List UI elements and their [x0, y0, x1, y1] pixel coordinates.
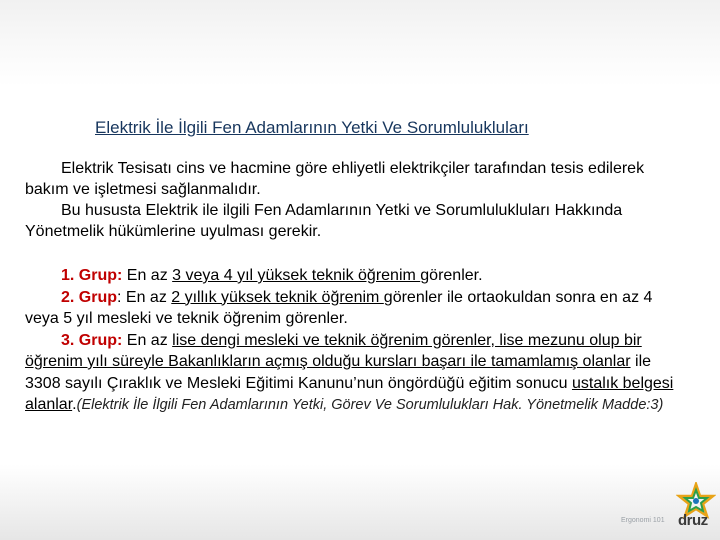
group-2-label: 2. Grup: [61, 288, 118, 306]
group-2-post: görenler ile ortaokuldan sonra en az 4 veya 5 yıl mesleki ve teknik öğrenim görenler.: [25, 288, 653, 327]
group-2-pre: : En az: [117, 288, 172, 306]
group-1-underlined: 3 veya 4 yıl yüksek teknik öğrenim: [172, 267, 421, 284]
footer-note: Ergonomi 101: [621, 517, 665, 524]
group-3-label: 3. Grup:: [61, 331, 123, 349]
group-3-mid: ile 3308 sayılı Çıraklık ve Mesleki Eğitimi Kanunu’nun öngördüğü eğitim sonucu: [25, 353, 652, 392]
group-3-underlined-1: lise dengi mesleki ve teknik öğrenim görenler, lise mezunu olup bir öğrenim yılı süreyle Bakanlıkların açmış olduğu kursları başarı ile tamamlamış olanlar: [25, 331, 642, 370]
group-1-paragraph: [25, 265, 675, 287]
group-3-pre: En az: [122, 331, 173, 349]
page-title: Elektrik İle İlgili Fen Adamlarının Yetki Ve Sorumlulukluları: [95, 118, 529, 137]
intro-paragraph-1: Elektrik Tesisatı cins ve hacmine göre ehliyetli elektrikçiler tarafından tesis edilerek bakım ve işletmesi sağlanmalıdır.: [25, 160, 645, 198]
group-3-paragraph: [25, 330, 675, 417]
group-3-underlined-2: ustalık belgesi alanlar: [25, 374, 674, 413]
group-3-reference: (Elektrik İle İlgili Fen Adamlarının Yetki, Görev Ve Sorumlulukları Hak. Yönetmelik Madde:3): [76, 397, 664, 413]
group-1-label: 1. Grup:: [61, 267, 123, 284]
groups-section: [25, 265, 675, 417]
logo-wordmark: druz: [678, 512, 708, 529]
group-3-post: .: [72, 396, 77, 413]
group-2-paragraph: [25, 287, 675, 330]
intro-paragraph-2: Bu hususta Elektrik ile ilgili Fen Adamlarının Yetki ve Sorumlulukluları Hakkında Yönetmelik hükümlerine uyulması gerekir.: [25, 202, 623, 240]
intro-section: [25, 158, 665, 242]
group-2-underlined: 2 yıllık yüksek teknik öğrenim: [171, 288, 384, 306]
group-1-pre: En az: [122, 267, 173, 284]
group-1-post: görenler.: [420, 267, 483, 284]
